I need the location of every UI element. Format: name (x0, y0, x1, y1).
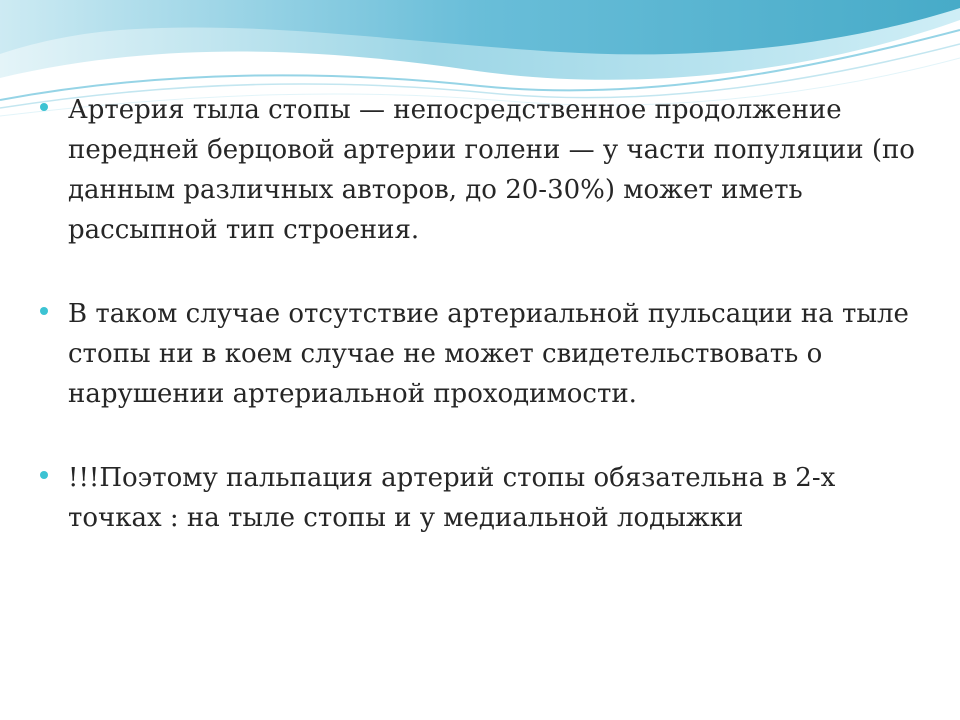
bullet-text: В таком случае отсутствие артериальной пульсации на тыле стопы ни в коем случае не может свидетельствовать о нарушении артериальной проходимости. (68, 299, 909, 409)
bullet-list (40, 90, 920, 582)
bullet-item (40, 294, 920, 414)
bullet-item (40, 458, 920, 538)
bullet-item (40, 90, 920, 250)
bullet-dot-icon (40, 307, 48, 315)
bullet-text: Артерия тыла стопы — непосредственное продолжение передней берцовой артерии голени — у части популяции (по данным различных авторов, до 20-30%) может иметь рассыпной тип строения. (68, 95, 915, 245)
bullet-dot-icon (40, 103, 48, 111)
bullet-dot-icon (40, 471, 48, 479)
bullet-text: !!!Поэтому пальпация артерий стопы обязательна в 2-х точках : на тыле стопы и у медиальной лодыжки (68, 463, 836, 533)
